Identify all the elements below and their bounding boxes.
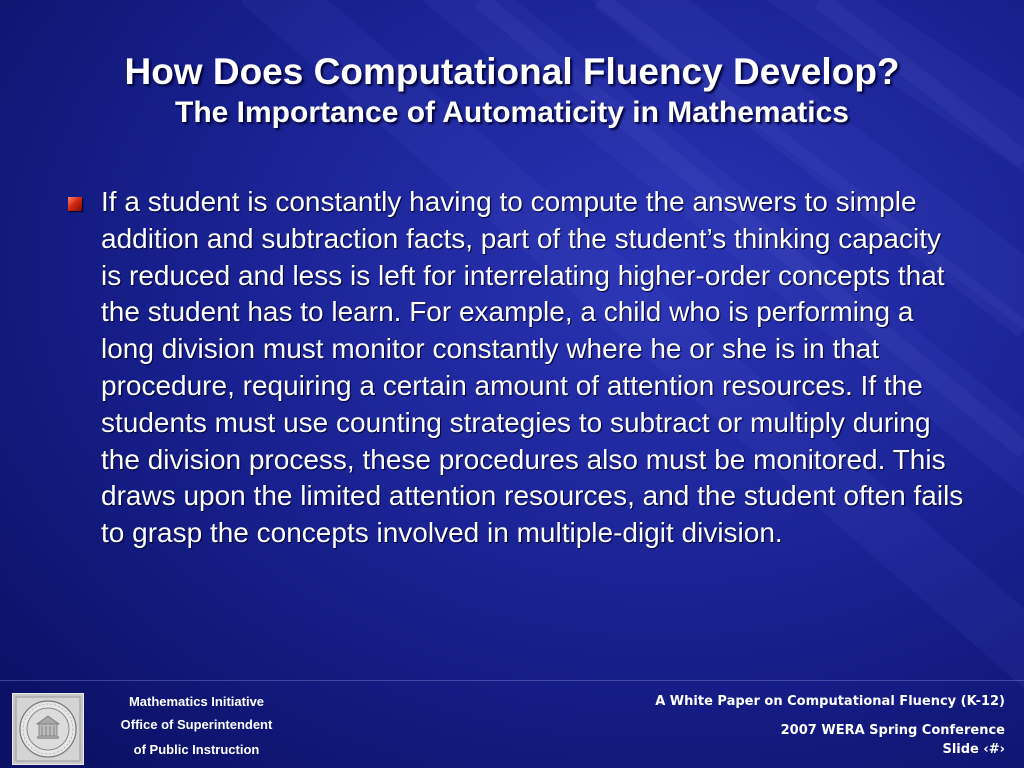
slide-title: How Does Computational Fluency Develop? [124, 51, 900, 92]
footer-org-line-2: Office of Superintendent [120, 717, 273, 732]
bullet-item [64, 184, 964, 552]
footer-info [545, 692, 1005, 759]
footer-org-line-1: Mathematics Initiative [128, 694, 265, 709]
footer-paper-title: A White Paper on Computational Fluency (K-12) [655, 694, 1005, 709]
state-seal-icon [12, 693, 84, 765]
slide-subtitle: The Importance of Automaticity in Mathematics [175, 96, 849, 129]
footer-divider [0, 680, 1024, 681]
bullet-list [64, 184, 964, 552]
bullet-text: If a student is constantly having to compute the answers to simple addition and subtraction facts, part of the student’s thinking capacity is reduced and less is left for interrelating higher-order concepts that the student has to learn. For example, a child who is performing a long division must monitor constantly where he or she is in that procedure, requiring a certain amount of attention resources. If the students must use counting strategies to subtract or multiply during the division process, these procedures also must be monitored. This draws upon the limited attention resources, and the student often fails to grasp the concepts involved in multiple-digit division. [101, 186, 964, 549]
footer-conference: 2007 WERA Spring Conference [780, 723, 1005, 738]
footer-slide-number: Slide ‹#› [942, 742, 1005, 757]
title-block [0, 50, 1024, 132]
square-bullet-icon [68, 197, 82, 211]
footer-organization [94, 692, 299, 762]
footer-org-line-3: of Public Instruction [133, 742, 260, 757]
